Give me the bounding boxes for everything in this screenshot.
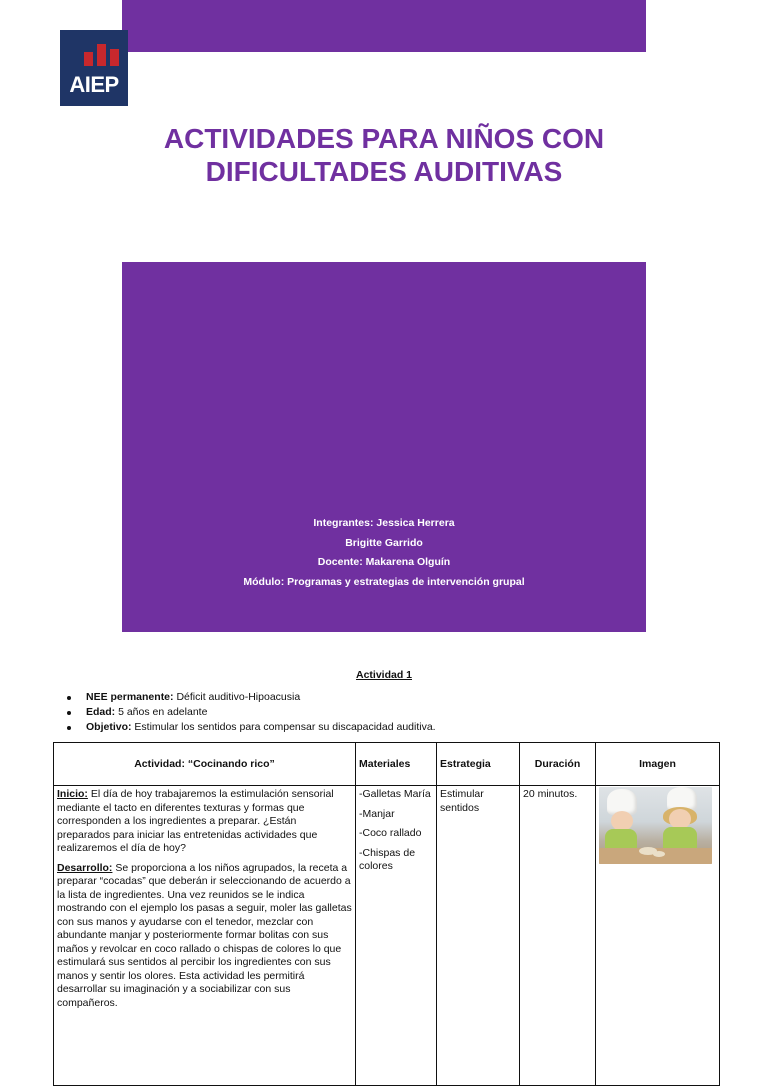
logo-bars-icon xyxy=(84,44,124,66)
page-title xyxy=(100,122,668,188)
header-materiales: Materiales xyxy=(356,743,437,786)
title-line-1: ACTIVIDADES PARA NIÑOS CON xyxy=(163,123,605,154)
aiep-logo xyxy=(60,30,128,106)
activity-heading: Actividad 1 xyxy=(355,669,413,681)
integrante-2-line: Brigitte Garrido xyxy=(345,536,423,549)
bullet-label: Objetivo: xyxy=(86,721,132,733)
list-item xyxy=(64,720,436,735)
table-header-row xyxy=(54,743,720,786)
desarrollo-label: Desarrollo: xyxy=(57,861,113,874)
docente-line: Docente: Makarena Olguín xyxy=(317,556,451,568)
bullet-text: Déficit auditivo-Hipoacusia xyxy=(173,691,301,703)
desarrollo-paragraph xyxy=(57,862,352,1011)
bullet-text: 5 años en adelante xyxy=(115,706,208,718)
estrategia-cell xyxy=(437,786,520,1086)
desarrollo-text: Se proporciona a los niños agrupados, la receta a preparar “cocadas” que deberán ir seleccionando de acuerdo a la lista de ingredientes. Una vez reunidos se le indica mostrando con el ejemplo los pasas a seguir, moler las galletas con sus manos y ayudarse con el tenedor, mezclar con abundante manjar y posteriormente formar bolitas con sus maños y revolcar en coco rallado o chispas de colores lo que estimulará sus sentidos al percibir los ingredientes con sus manos y sentir los olores. Esta actividad les permitirá desarrollar su imaginación y a sociabilizar con sus compañeros. xyxy=(57,861,352,1009)
material-item: -Galletas María xyxy=(359,788,431,800)
duracion-text: 20 minutos. xyxy=(523,788,578,800)
bullet-text: Estimular los sentidos para compensar su discapacidad auditiva. xyxy=(131,721,436,733)
modulo-line: Módulo: Programas y estrategias de intervención grupal xyxy=(243,575,525,588)
header-band xyxy=(122,0,646,52)
children-cooking-photo xyxy=(599,787,712,864)
material-item: -Chispas de colores xyxy=(359,846,416,872)
list-item xyxy=(64,690,436,705)
inicio-paragraph xyxy=(57,788,352,856)
table-row xyxy=(54,786,720,1086)
activity-bullets xyxy=(64,690,436,735)
header-estrategia: Estrategia xyxy=(437,743,520,786)
header-imagen: Imagen xyxy=(596,743,720,786)
inicio-text: El día de hoy trabajaremos la estimulación sensorial mediante el tacto en diferentes texturas y formas que corresponden a los ingredientes a preparar. ¿Están preparados para iniciar las entretenidas actividades que realizaremos el día de hoy? xyxy=(57,788,334,854)
cover-credits xyxy=(122,514,646,592)
title-line-2: DIFICULTADES AUDITIVAS xyxy=(205,156,563,187)
bullet-label: Edad: xyxy=(86,706,116,718)
material-item: -Coco rallado xyxy=(359,827,422,839)
header-actividad: Actividad: “Cocinando rico” xyxy=(54,743,356,786)
imagen-cell xyxy=(596,786,720,1086)
materiales-cell xyxy=(356,786,437,1086)
bullet-label: NEE permanente: xyxy=(86,691,174,703)
duracion-cell xyxy=(520,786,596,1086)
cover-box xyxy=(122,262,646,632)
material-item: -Manjar xyxy=(359,807,395,820)
integrantes-line: Integrantes: Jessica Herrera xyxy=(313,517,455,529)
description-cell xyxy=(54,786,356,1086)
logo-text: AIEP xyxy=(69,72,119,97)
estrategia-text: Estimular sentidos xyxy=(440,788,484,814)
inicio-label: Inicio: xyxy=(57,788,88,800)
header-duracion: Duración xyxy=(520,743,596,786)
list-item xyxy=(64,705,436,720)
activity-table xyxy=(53,742,720,1086)
